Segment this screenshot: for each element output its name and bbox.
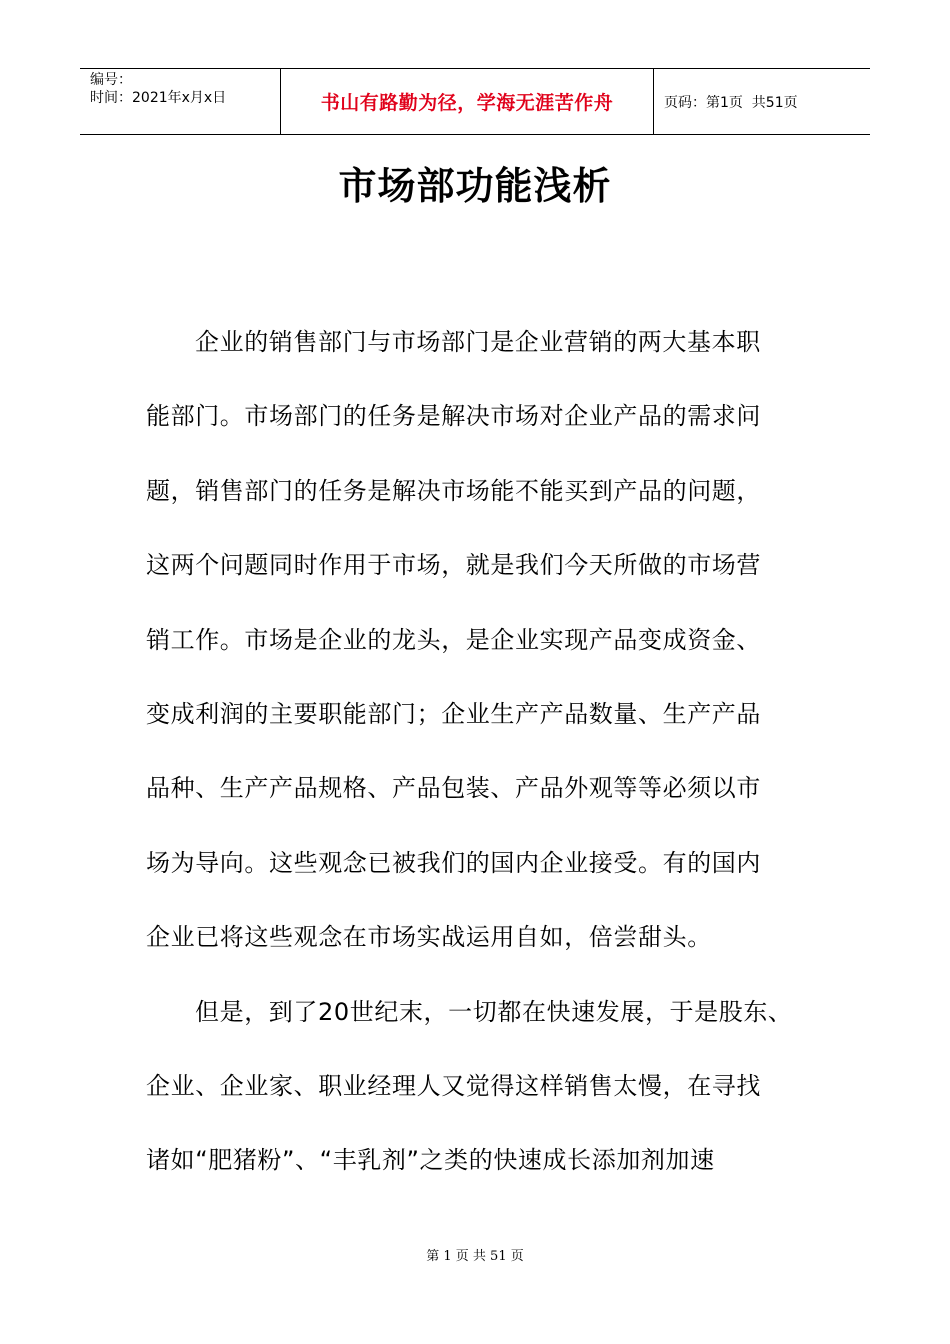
document-body [146,310,816,1203]
paragraph-1-line-1: 企业的销售部门与市场部门是企业营销的两大基本职 [195,328,761,356]
header-motto: 书山有路勤为径，学海无涯苦作舟 [281,69,654,134]
paragraph-2-line-1: 但是，到了20世纪末，一切都在快速发展，于是股东、 [195,997,793,1026]
paragraph-1-line-5: 销工作。市场是企业的龙头，是企业实现产品变成资金、 [146,625,761,654]
paragraph-1-line-8: 场为导向。这些观念已被我们的国内企业接受。有的国内 [146,848,761,877]
header-meta [80,69,281,134]
paragraph-2-line-3: 诸如“肥猪粉”、“丰乳剂”之类的快速成长添加剂加速 [146,1146,715,1175]
document-number-label: 编号： [90,72,132,88]
paragraph-1-line-2: 能部门。市场部门的任务是解决市场对企业产品的需求问 [146,402,761,431]
header-page-info: 页码：第1页 共51页 [664,94,798,111]
document-title: 市场部功能浅析 [338,163,612,208]
paragraph-2-line-2: 企业、企业家、职业经理人又觉得这样销售太慢，在寻找 [146,1071,761,1100]
paragraph-1-line-7: 品种、生产产品规格、产品包装、产品外观等等必须以市 [146,774,761,803]
paragraph-1-line-9: 企业已将这些观念在市场实战运用自如，倍尝甜头。 [146,923,712,952]
document-header [80,68,870,135]
paragraph-1-line-6: 变成利润的主要职能部门；企业生产产品数量、生产产品 [146,699,761,728]
document-date-label: 时间：2021年x月x日 [90,90,227,106]
paragraph-1-line-4: 这两个问题同时作用于市场，就是我们今天所做的市场营 [146,551,761,580]
page-footer: 第 1 页 共 51 页 [426,1249,524,1264]
paragraph-1-line-3: 题，销售部门的任务是解决市场能不能买到产品的问题， [146,476,761,505]
